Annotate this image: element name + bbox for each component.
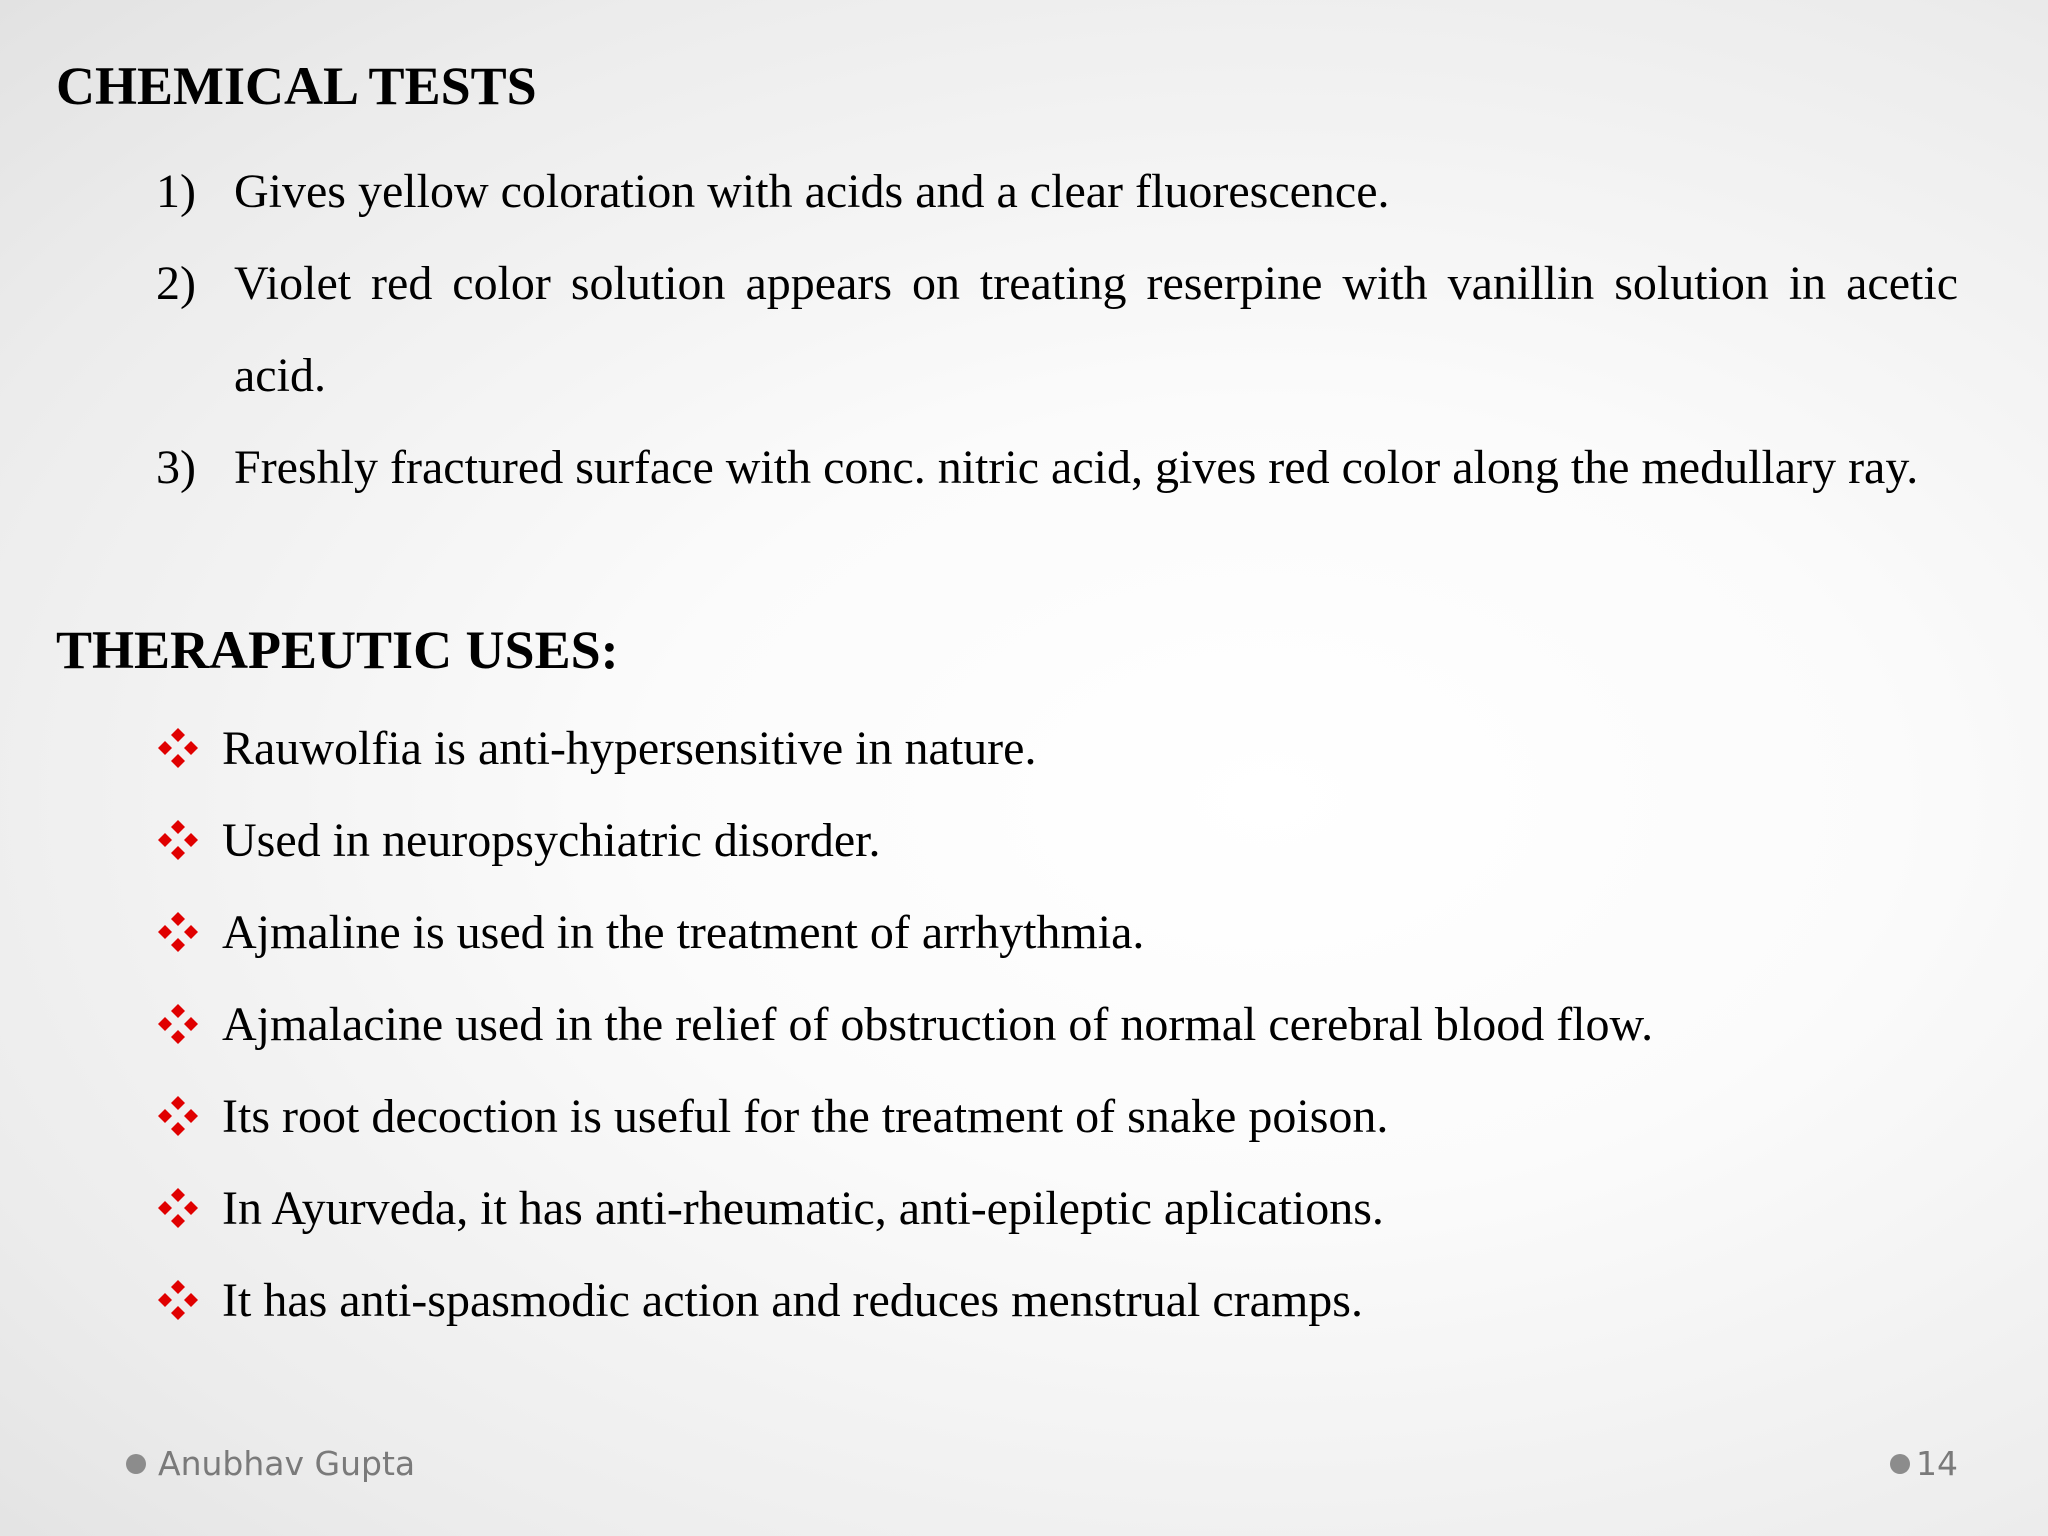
footer-dot-icon [1890,1454,1910,1474]
therapeutic-use-text: In Ayurveda, it has anti-rheumatic, anti-epileptic aplications. [222,1181,1384,1235]
red-diamond-cluster-icon [158,1004,222,1044]
chemical-test-text: Violet red color solution appears on treating reserpine with vanillin solution in acetic acid. [234,257,1958,402]
therapeutic-use-text: Ajmalacine used in the relief of obstruction of normal cerebral blood flow. [222,997,1654,1051]
therapeutic-use-text: Its root decoction is useful for the treatment of snake poison. [222,1089,1389,1143]
list-item [158,1070,1948,1162]
red-diamond-cluster-icon [158,1096,222,1136]
list-item [158,1162,1948,1254]
chemical-test-text: Gives yellow coloration with acids and a clear fluorescence. [234,165,1390,218]
therapeutic-uses-list [158,702,1948,1346]
therapeutic-use-text: Used in neuropsychiatric disorder. [222,813,881,867]
list-number: 3) [156,441,196,494]
red-diamond-cluster-icon [158,1188,222,1228]
chemical-test-item [156,238,1958,422]
red-diamond-cluster-icon [158,820,222,860]
list-number: 1) [156,165,196,218]
chemical-test-item [156,146,1958,238]
chemical-tests-list [156,146,1958,514]
list-number: 2) [156,257,196,310]
page-number: 14 [1916,1444,1958,1483]
red-diamond-cluster-icon [158,728,222,768]
list-item [158,1254,1948,1346]
footer-author [126,1444,415,1483]
red-diamond-cluster-icon [158,1280,222,1320]
footer-dot-icon [126,1454,146,1474]
therapeutic-use-text: It has anti-spasmodic action and reduces menstrual cramps. [222,1273,1363,1327]
list-item [158,794,1948,886]
chemical-test-item [156,422,1958,514]
red-diamond-cluster-icon [158,912,222,952]
author-name: Anubhav Gupta [158,1444,416,1483]
footer-page [1890,1444,1958,1483]
therapeutic-use-text: Rauwolfia is anti-hypersensitive in nature. [222,721,1037,775]
chemical-test-text: Freshly fractured surface with conc. nitric acid, gives red color along the medullary ray. [234,441,1919,494]
list-item [158,702,1948,794]
therapeutic-uses-heading: THERAPEUTIC USES: [56,620,619,680]
list-item [158,978,1948,1070]
chemical-tests-heading: CHEMICAL TESTS [56,56,537,116]
therapeutic-use-text: Ajmaline is used in the treatment of arrhythmia. [222,905,1145,959]
list-item [158,886,1948,978]
